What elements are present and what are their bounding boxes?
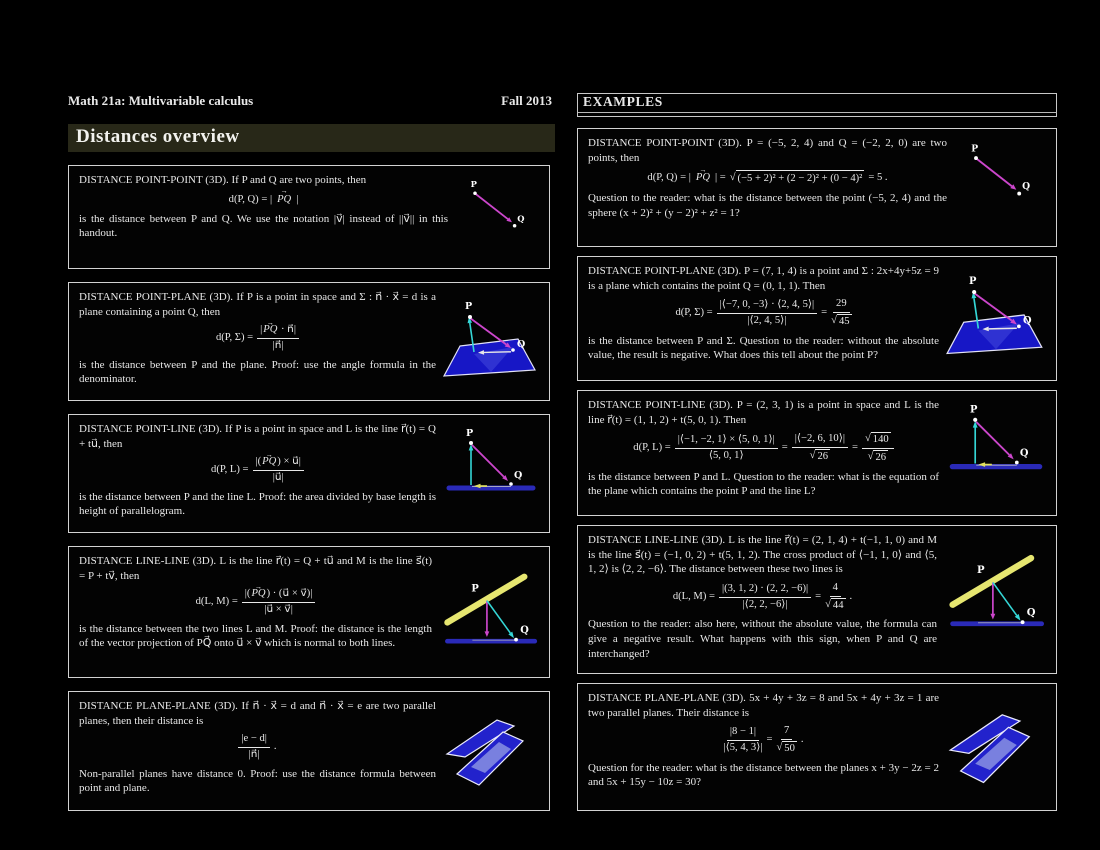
formula-text: = [821, 307, 828, 319]
numerator: 29 [833, 298, 850, 313]
denominator [868, 449, 888, 465]
square-root [831, 314, 851, 329]
denominator: |n⃗| [272, 339, 284, 351]
q-label: Q [1022, 180, 1031, 192]
q-point [1021, 620, 1025, 624]
formula-text: d(P, Q) = | [228, 193, 273, 205]
example-point-line [577, 390, 1057, 516]
p-label: P [470, 179, 477, 190]
box-point-point [68, 165, 550, 269]
pq-vector: PQ → [276, 193, 292, 207]
point-plane-figure [441, 290, 541, 390]
formula-example-line-line [588, 582, 937, 612]
formula-plane-plane [79, 733, 436, 761]
q-point [513, 224, 517, 228]
formula-text: d(P, Q) = | [647, 172, 691, 184]
point-line-figure [441, 422, 541, 522]
numerator: |(3, 1, 2) · (2, 2, −6)| [719, 583, 811, 598]
page-header [68, 93, 555, 109]
denominator: ⟨5, 0, 1⟩ [708, 449, 744, 461]
q-label: Q [517, 213, 525, 224]
radicand: 26 [875, 451, 887, 463]
box-text [588, 136, 947, 240]
left-column [68, 93, 555, 811]
formula-text: = 5 . [868, 172, 888, 184]
numerator: |8 − 1| [727, 726, 759, 741]
denominator [825, 597, 845, 613]
q-point [1015, 461, 1019, 465]
paragraph: is the distance between P and Q. We use the notation |v⃗| instead of ||v⃗|| in this handout. [79, 212, 448, 240]
pq-arrow [993, 582, 1017, 615]
numerator [242, 588, 316, 603]
denominator: |n⃗| [248, 748, 260, 760]
paragraph: Question to the reader: also here, without the absolute value, the formula can give a negative result. What happens with this sign, when P and Q are interchanged? [588, 618, 937, 660]
point-point-diagram [952, 136, 1048, 240]
formula-text: |( [255, 456, 262, 468]
point-point-diagram [453, 173, 541, 262]
box-line-line [68, 546, 550, 678]
fraction [253, 456, 304, 484]
fraction [242, 588, 316, 616]
formula-text: | [260, 324, 263, 336]
fraction [825, 582, 845, 612]
arrowhead [990, 614, 995, 620]
q-point [509, 482, 513, 486]
paragraph: DISTANCE LINE-LINE (3D). L is the line r⃗(t) = Q + tu⃗ and M is the line s⃗(t) = P + tv⃗, then [79, 555, 432, 582]
box-point-line [68, 414, 550, 533]
formula-point-point [79, 193, 448, 207]
radicand: 45 [838, 315, 850, 327]
radical-sign: √ [864, 433, 871, 445]
square-root [730, 170, 865, 186]
paragraph: DISTANCE PLANE-PLANE (3D). If n⃗ · x⃗ = d and n⃗ · x⃗ = e are two parallel planes, then their distance is [79, 700, 436, 727]
line-l-shape [953, 558, 1031, 605]
formula-example-point-point [588, 170, 947, 186]
p-point [468, 315, 472, 319]
denominator: |⟨2, 4, 5⟩| [747, 314, 787, 326]
example-line-line [577, 525, 1057, 674]
pq-vector: PQ → [261, 456, 277, 469]
formula-example-point-line [588, 432, 939, 464]
square-root [865, 432, 891, 447]
point-point-figure [453, 173, 541, 261]
numerator: |⟨−1, −2, 1⟩ × ⟨5, 0, 1⟩| [675, 434, 778, 449]
p-point [972, 290, 976, 294]
p-label: P [471, 583, 479, 595]
fraction [257, 324, 299, 352]
formula-point-plane [79, 324, 436, 352]
fraction [719, 583, 811, 611]
formula-text: | = [714, 172, 726, 184]
denominator [831, 313, 851, 329]
point-line-diagram [441, 422, 541, 526]
pq-vector-arrow [977, 159, 1012, 186]
paragraph: is the distance between P and Σ. Question to the reader: without the absolute value, the result is negative. What does this tell about the point P? [588, 334, 939, 362]
box-text [588, 264, 939, 374]
radical-sign: √ [776, 741, 783, 753]
formula-text: d(P, L) = [633, 442, 671, 454]
formula-line-line [79, 588, 432, 616]
point-plane-figure [944, 264, 1048, 368]
numerator [253, 456, 304, 471]
formula-text: | [296, 193, 299, 205]
paragraph: DISTANCE POINT-POINT (3D). If P and Q are two points, then [79, 174, 367, 186]
formula-text: . [849, 591, 853, 603]
radical-sign: √ [809, 449, 816, 461]
example-point-point [577, 128, 1057, 247]
formula-example-plane-plane [588, 725, 939, 755]
paragraph: DISTANCE POINT-LINE (3D). If P is a point in space and L is the line r⃗(t) = Q + tu⃗, then [79, 423, 436, 450]
paragraph: DISTANCE PLANE-PLANE (3D). 5x + 4y + 3z = 8 and 5x + 4y + 3z = 1 are two parallel planes. Their distance is [588, 692, 939, 719]
paragraph: Non-parallel planes have distance 0. Proof: use the distance formula between point and plane. [79, 767, 436, 795]
p-point [473, 191, 477, 195]
radicand: 44 [832, 599, 844, 611]
denominator: |u⃗| [272, 471, 284, 483]
right-column [577, 93, 1057, 820]
paragraph: DISTANCE POINT-PLANE (3D). P = (7, 1, 4) is a point and Σ : 2x+4y+5z = 9 is a plane which contains the point Q = (0, 1, 1). Then [588, 265, 939, 292]
radicand: 50 [784, 742, 795, 754]
course-title: Math 21a: Multivariable calculus [68, 93, 254, 108]
pq-vector-arrow [976, 422, 1009, 455]
q-label: Q [520, 624, 529, 636]
numerator: 7 [781, 725, 792, 740]
q-point [1017, 325, 1021, 329]
point-line-diagram [944, 398, 1048, 509]
radical-sign: √ [831, 314, 837, 326]
paragraph: DISTANCE POINT-LINE (3D). P = (2, 3, 1) is a point in space and L is the line r⃗(t) = (1, 1, 2) + t(5, 0, 1). Then [588, 399, 939, 426]
paragraph: DISTANCE POINT-POINT (3D). P = (−5, 2, 4) and Q = (−2, 2, 0) are two points, then [588, 137, 947, 164]
fraction [723, 726, 762, 754]
box-text [79, 173, 448, 262]
fraction [675, 434, 778, 462]
square-root [776, 741, 796, 756]
plane-plane-diagram [441, 699, 541, 804]
term-label: Fall 2013 [501, 93, 552, 108]
formula-text: d(L, M) = [195, 596, 238, 608]
formula-text: = [851, 442, 858, 454]
q-point [1017, 192, 1021, 196]
radical-sign: √ [825, 598, 831, 610]
example-plane-plane [577, 683, 1057, 811]
p-label: P [970, 404, 978, 416]
q-point [511, 348, 515, 352]
projection-arrow [484, 352, 511, 353]
box-text [79, 422, 436, 526]
arrowhead [485, 631, 490, 637]
radical-sign: √ [867, 450, 874, 462]
line-line-diagram [942, 533, 1048, 667]
plane-plane-figure [944, 691, 1048, 799]
paragraph: is the distance between P and the line L. Proof: the area divided by base length is height of parallelogram. [79, 490, 436, 518]
pq-vector-arrow [470, 318, 506, 345]
examples-header [577, 93, 1057, 117]
p-label: P [971, 143, 979, 155]
pq-arrow [487, 601, 510, 633]
formula-text: |( [244, 588, 251, 600]
denominator [810, 448, 830, 464]
box-text [588, 533, 937, 667]
box-text [79, 290, 436, 394]
denominator [776, 740, 796, 756]
p-point [974, 156, 978, 160]
box-text [588, 691, 939, 804]
box-text [79, 699, 436, 804]
p-point [973, 418, 977, 422]
paragraph: is the distance between the two lines L and M. Proof: the distance is the length of the vector projection of PQ⃗ onto u⃗ × v⃗ which is normal to both lines. [79, 622, 432, 650]
point-plane-diagram [944, 264, 1048, 374]
line-line-diagram [437, 554, 541, 671]
p-label: P [968, 275, 977, 287]
formula-text: = [766, 734, 773, 746]
paragraph: Question for the reader: what is the distance between the planes x + 3y − 2z = 2 and 5x + 15y − 10z = 30? [588, 761, 939, 789]
box-plane-plane [68, 691, 550, 811]
formula-example-point-plane [588, 298, 939, 328]
fraction [238, 733, 270, 761]
paragraph: Question to the reader: what is the distance between the point (−5, 2, 4) and the sphere (x + 2)² + (y − 2)² + z² = 1? [588, 192, 947, 219]
numerator: 4 [830, 582, 841, 597]
q-label: Q [514, 470, 523, 481]
formula-text: ) × u⃗| [277, 456, 301, 468]
box-text [79, 554, 432, 671]
q-label: Q [517, 339, 526, 350]
square-root [810, 449, 830, 464]
formula-text: d(P, Σ) = [675, 307, 713, 319]
numerator: |⟨−2, 6, 10⟩| [792, 433, 848, 448]
square-root [825, 598, 845, 613]
page-title: Distances overview [68, 124, 555, 152]
square-root [868, 450, 888, 465]
example-point-plane [577, 256, 1057, 381]
p-point [469, 441, 473, 445]
formula-text: = [815, 591, 822, 603]
numerator [862, 432, 894, 449]
point-line-figure [944, 398, 1048, 502]
paragraph: DISTANCE LINE-LINE (3D). L is the line r⃗(t) = (2, 1, 4) + t(−1, 1, 0) and M is the line s⃗(t) = (−1, 0, 2) + t(5, 1, 2). The cross product of ⟨−1, 1, 0⟩ and ⟨5, 1, 2⟩ is ⟨2, 2, −6⟩. The distance between these two lines is [588, 534, 937, 576]
formula-text: . [800, 734, 804, 746]
q-label: Q [1026, 607, 1036, 619]
point-point-figure [952, 136, 1048, 232]
line-line-figure [437, 554, 541, 666]
formula-text: = [781, 442, 788, 454]
point-plane-diagram [441, 290, 541, 394]
examples-title: EXAMPLES [578, 94, 1056, 113]
plane-plane-diagram [944, 691, 1048, 804]
p-label: P [976, 564, 985, 576]
projection-arrow [989, 328, 1017, 329]
numerator [257, 324, 299, 339]
line-l-shape [447, 577, 524, 623]
radicand: 26 [817, 450, 829, 462]
q-point [514, 638, 518, 642]
radicand: (−5 + 2)² + (2 − 2)² + (0 − 4)² [736, 170, 865, 186]
p-label: P [466, 428, 474, 439]
fraction [717, 299, 818, 327]
line-line-figure [942, 533, 1048, 651]
paragraph: is the distance between P and the plane. Proof: use the angle formula in the denominator. [79, 358, 436, 386]
denominator: |u⃗ × v⃗| [264, 603, 293, 615]
fraction [831, 298, 851, 328]
q-label: Q [1023, 315, 1032, 327]
formula-text: d(P, L) = [211, 464, 249, 476]
formula-text: · n⃗| [278, 324, 297, 336]
pq-vector-arrow [472, 445, 504, 477]
formula-text: . [273, 741, 277, 753]
radical-sign: √ [729, 172, 736, 184]
numerator: |⟨−7, 0, −3⟩ · ⟨2, 4, 5⟩| [717, 299, 818, 314]
numerator: |e − d| [238, 733, 270, 748]
paragraph: DISTANCE POINT-PLANE (3D). If P is a point in space and Σ : n⃗ · x⃗ = d is a plane containing a point Q, then [79, 291, 436, 318]
formula-text: ) · (u⃗ × v⃗)| [266, 588, 313, 600]
pq-vector: PQ → [262, 324, 278, 337]
box-text [588, 398, 939, 509]
formula-point-line [79, 456, 436, 484]
fraction [792, 433, 848, 463]
denominator: |⟨5, 4, 3⟩| [723, 741, 763, 753]
p-label: P [465, 301, 473, 312]
fraction [862, 432, 894, 464]
box-point-plane [68, 282, 550, 401]
pq-vector: PQ → [250, 588, 266, 601]
pq-vector-arrow [974, 293, 1012, 321]
fraction [776, 725, 796, 755]
q-label: Q [1019, 448, 1029, 460]
plane-plane-figure [441, 699, 541, 799]
denominator: |⟨2, 2, −6⟩| [742, 598, 788, 610]
radicand: 140 [872, 434, 889, 446]
formula-text: d(L, M) = [672, 591, 715, 603]
formula-text: d(P, Σ) = [215, 332, 254, 344]
pq-vector-arrow [476, 194, 508, 219]
pq-vector: PQ → [695, 171, 711, 185]
paragraph: is the distance between P and L. Question to the reader: what is the equation of the plane which contains the point P and the line L? [588, 470, 939, 498]
